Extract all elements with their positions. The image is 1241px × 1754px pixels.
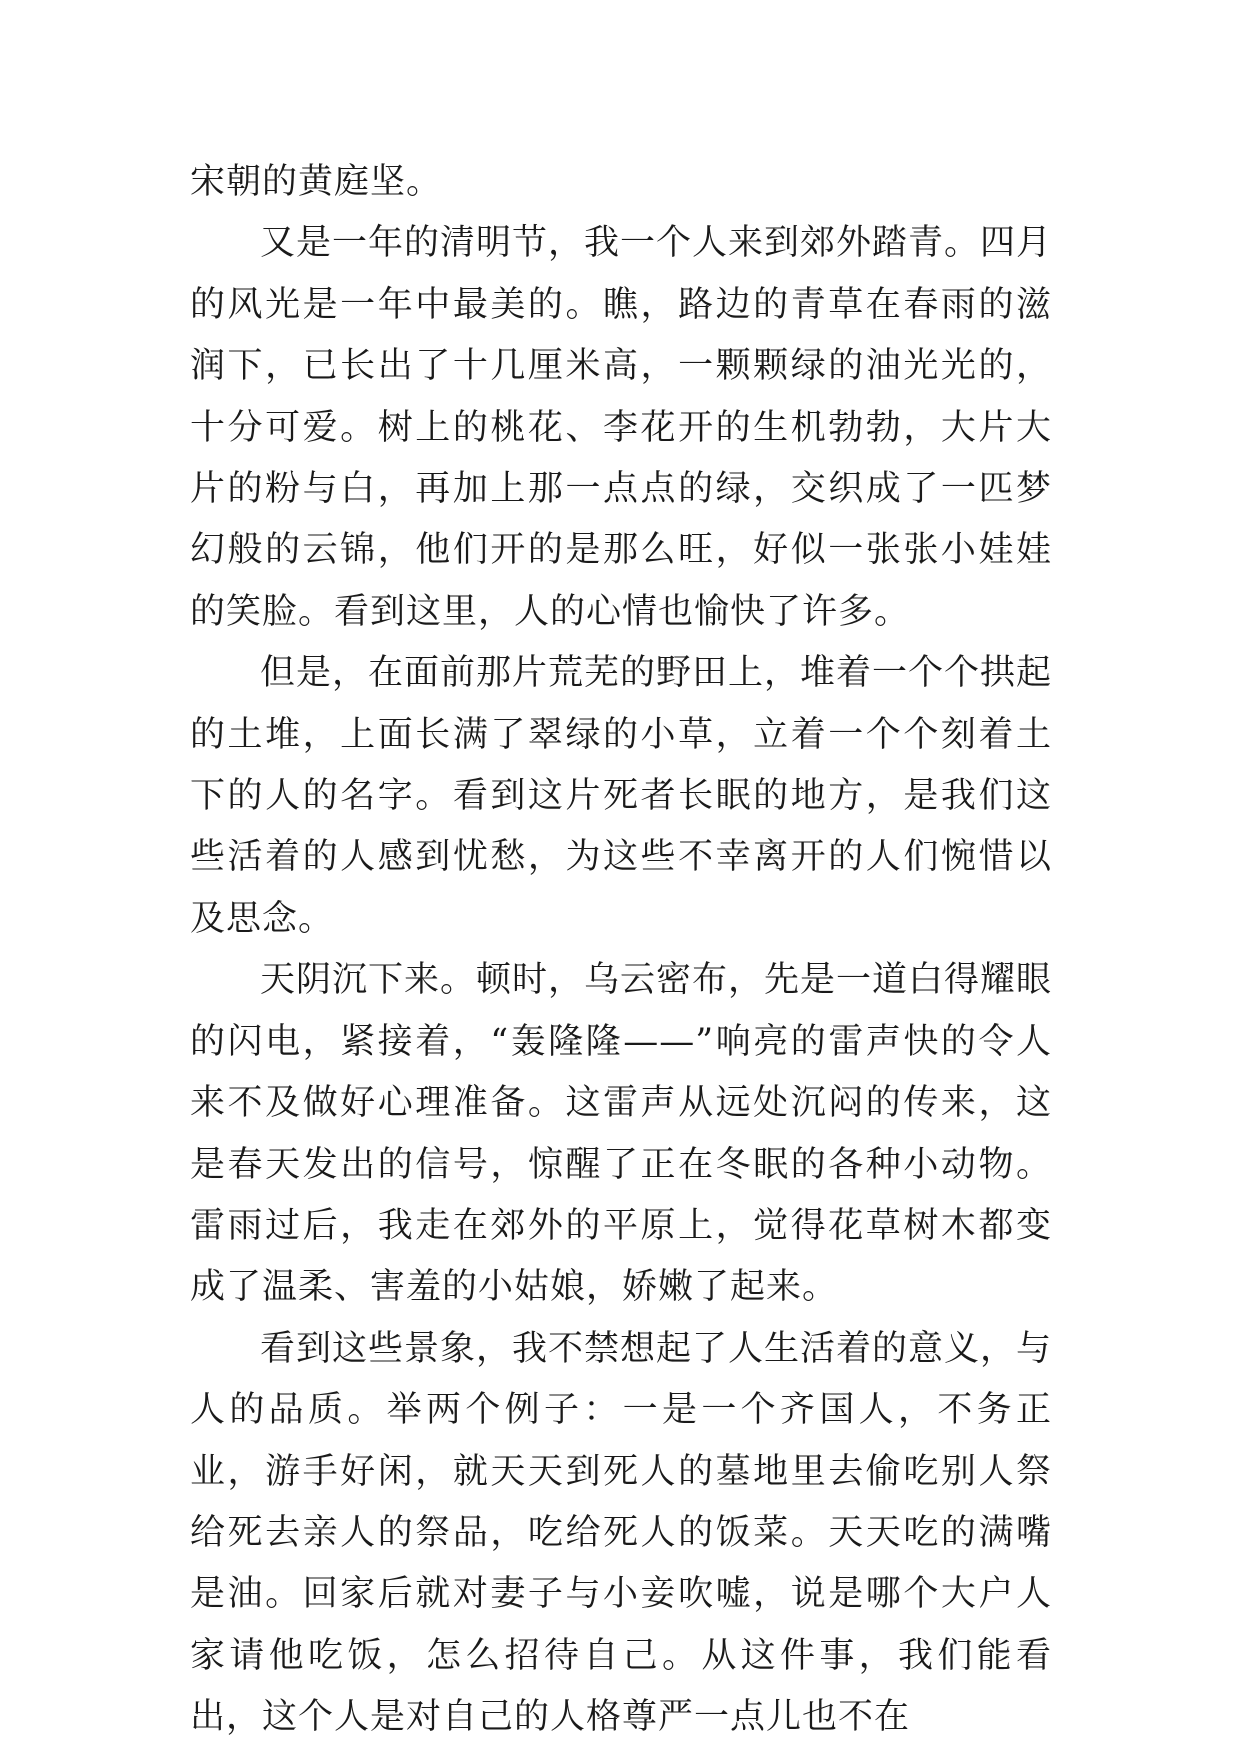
paragraph-4: 天阴沉下来。顿时，乌云密布，先是一道白得耀眼的闪电，紧接着，“轰隆隆——”响亮的雷声快的令人来不及做好心理准备。这雷声从远处沉闷的传来，这是春天发出的信号，惊醒了正在冬眠的各种小动物。雷雨过后，我走在郊外的平原上，觉得花草树木都变成了温柔、害羞的小姑娘，娇嫩了起来。 [190, 960, 1053, 1308]
paragraph-3: 但是，在面前那片荒芜的野田上，堆着一个个拱起的土堆，上面长满了翠绿的小草，立着一个个刻着土下的人的名字。看到这片死者长眠的地方，是我们这些活着的人感到忧愁，为这些不幸离开的人们惋惜以及思念。 [190, 653, 1053, 939]
paragraph-2: 又是一年的清明节，我一个人来到郊外踏青。四月的风光是一年中最美的。瞧，路边的青草在春雨的滋润下，已长出了十几厘米高，一颗颗绿的油光光的，十分可爱。树上的桃花、李花开的生机勃勃，大片大片的粉与白，再加上那一点点的绿，交织成了一匹梦幻般的云锦，他们开的是那么旺，好似一张张小娃娃的笑脸。看到这里，人的心情也愉快了许多。 [190, 223, 1053, 632]
paragraph-1: 宋朝的黄庭坚。 [190, 162, 443, 202]
document-body [190, 152, 1052, 1749]
paragraph-5: 看到这些景象，我不禁想起了人生活着的意义，与人的品质。举两个例子：一是一个齐国人，不务正业，游手好闲，就天天到死人的墓地里去偷吃别人祭给死去亲人的祭品，吃给死人的饭菜。天天吃的满嘴是油。回家后就对妻子与小妾吹嘘，说是哪个大户人家请他吃饭，怎么招待自己。从这件事，我们能看出，这个人是对自己的人格尊严一点儿也不在 [190, 1328, 1053, 1738]
